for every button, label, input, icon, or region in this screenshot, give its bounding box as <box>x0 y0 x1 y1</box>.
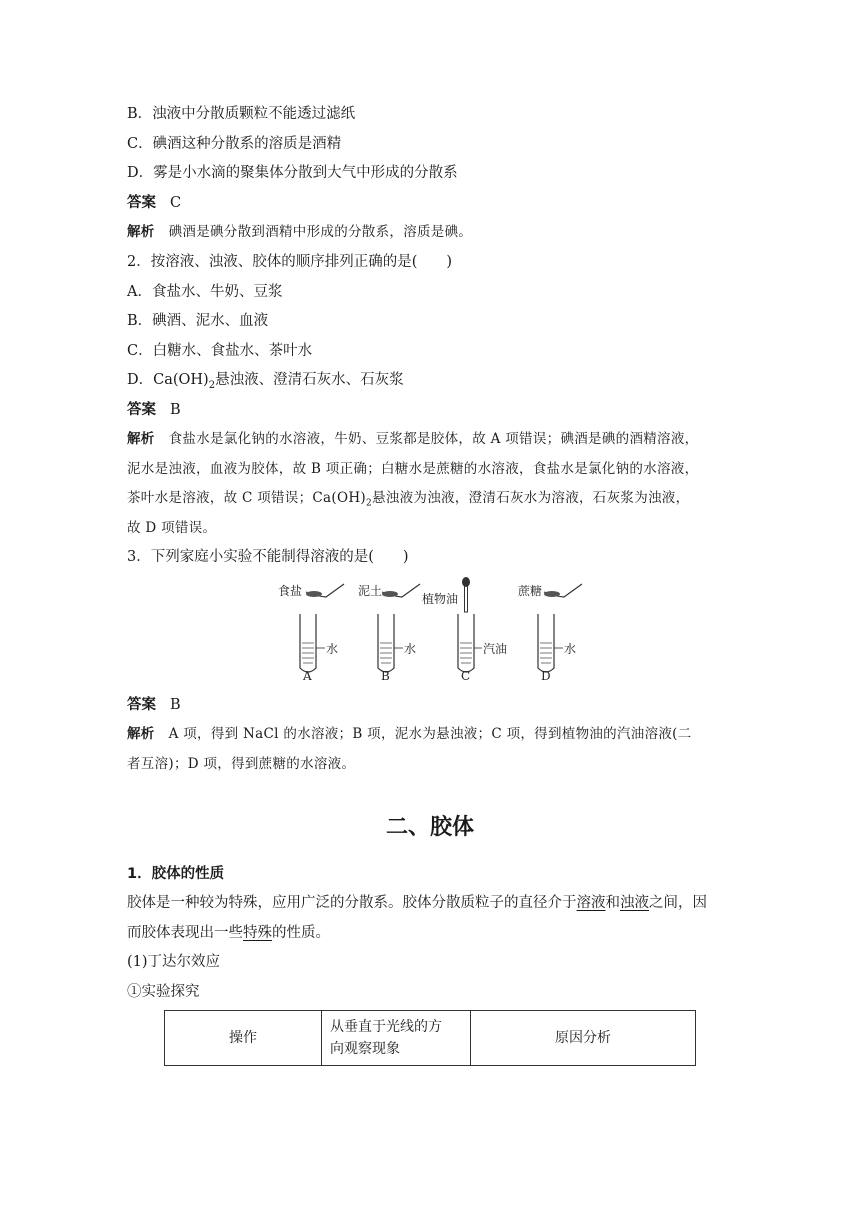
q2-option-d: D．$Ca(OH)_2$悬浊液、澄清石灰水、石灰浆 <box>127 372 404 391</box>
dropper-icon <box>465 586 468 612</box>
test-tube-c <box>422 577 507 683</box>
test-tube-b <box>358 583 420 683</box>
spoon-bowl-icon <box>382 591 398 597</box>
explanation-2-line1: 解析 食盐水是氯化钠的水溶液，牛奶、豆浆都是胶体，故 A 项错误；碘酒是碘的酒精溶液， <box>127 431 699 447</box>
answer-value: B <box>170 697 181 713</box>
answer-label: 答案 <box>127 402 156 418</box>
question-2: 2．按溶液、浊液、胶体的顺序排列正确的是( ) <box>127 254 453 270</box>
label-water: 水 <box>326 642 339 656</box>
header-observation: 从垂直于光线的方 向观察现象 <box>322 1011 471 1066</box>
option-d: D．雾是小水滴的聚集体分散到大气中形成的分散系 <box>127 165 458 181</box>
subsection-title: 1．胶体的性质 <box>127 866 225 882</box>
label-salt: 食盐 <box>278 584 303 598</box>
label-vegetable-oil: 植物油 <box>422 592 459 606</box>
answer-1 <box>127 193 181 213</box>
option-c: C．碘酒这种分散系的溶质是酒精 <box>127 136 342 152</box>
label-gasoline: 汽油 <box>483 642 508 656</box>
label-d: D <box>541 669 551 683</box>
tyndall-heading: (1)丁达尔效应 <box>127 954 221 970</box>
underlined-term: 浊液 <box>620 895 649 911</box>
spoon-bowl-icon <box>544 591 560 597</box>
explanation-label: 解析 <box>127 726 155 742</box>
label-b: B <box>381 669 390 683</box>
label-soil: 泥土 <box>358 584 383 598</box>
answer-value: B <box>170 402 181 418</box>
explanation-1 <box>127 222 472 242</box>
label-water: 水 <box>404 642 417 656</box>
question-3: 3．下列家庭小实验不能制得溶液的是( ) <box>127 549 409 565</box>
test-tube-d <box>518 583 582 683</box>
explanation-text: 碘酒是碘分散到酒精中形成的分散系，溶质是碘。 <box>168 224 473 240</box>
experiment-figure <box>268 576 598 684</box>
explanation-2-line4: 故 D 项错误。 <box>127 520 217 536</box>
answer-label: 答案 <box>127 195 156 211</box>
q2-option-c: C．白糖水、食盐水、茶叶水 <box>127 343 313 359</box>
explanation-2-line3: 茶叶水是溶液，故 C 项错误；$Ca(OH)_2$悬浊液为浊液，澄清石灰水为溶液，石灰浆为浊液， <box>127 490 690 509</box>
explanation-label: 解析 <box>127 224 155 240</box>
label-c: C <box>461 669 471 683</box>
label-water: 水 <box>564 642 577 656</box>
answer-3 <box>127 695 181 715</box>
header-reason: 原因分析 <box>471 1011 696 1066</box>
q2-option-a: A．食盐水、牛奶、豆浆 <box>127 284 283 300</box>
table-header-row <box>165 1011 696 1066</box>
underlined-term: 溶液 <box>576 895 606 911</box>
paragraph-line2: 而胶体表现出一些特殊的性质。 <box>127 925 330 941</box>
answer-value: C <box>170 195 182 211</box>
section-title: 二、胶体 <box>385 815 474 840</box>
explanation-label: 解析 <box>127 431 155 447</box>
answer-2 <box>127 400 181 420</box>
experiment-heading: ①实验探究 <box>127 984 200 1000</box>
label-a: A <box>303 669 312 683</box>
answer-label: 答案 <box>127 697 156 713</box>
experiment-table <box>164 1010 696 1066</box>
paragraph-line1: 胶体是一种较为特殊，应用广泛的分散系。胶体分散质粒子的直径介于溶液和浊液之间，因 <box>127 895 707 911</box>
q2-option-b: B．碘酒、泥水、血液 <box>127 313 269 329</box>
label-sucrose: 蔗糖 <box>518 584 543 598</box>
explanation-3-line1: 解析 A 项，得到 NaCl 的水溶液；B 项，泥水为悬浊液；C 项，得到植物油的汽油溶液(二 <box>127 726 692 742</box>
explanation-2-line2: 泥水是浊液，血液为胶体，故 B 项正确；白糖水是蔗糖的水溶液，食盐水是氯化钠的水溶液， <box>127 461 699 477</box>
test-tube-a <box>278 583 344 683</box>
header-operation: 操作 <box>165 1011 322 1066</box>
underlined-term: 特殊 <box>243 925 272 941</box>
explanation-3-line2: 者互溶)；D 项，得到蔗糖的水溶液。 <box>127 756 356 772</box>
option-b: B．浊液中分散质颗粒不能透过滤纸 <box>127 106 356 122</box>
spoon-bowl-icon <box>306 591 322 597</box>
